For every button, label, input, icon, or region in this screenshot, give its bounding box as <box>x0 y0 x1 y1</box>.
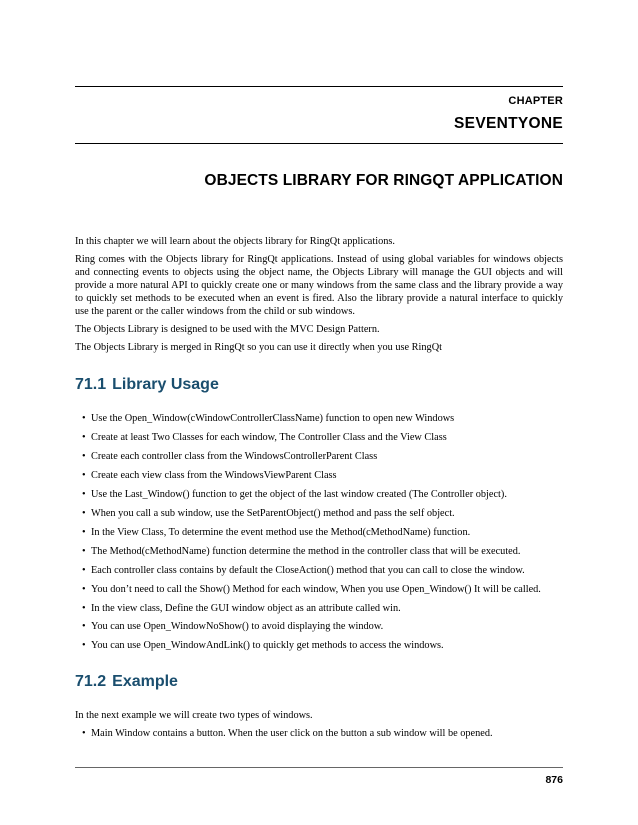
list-item-text: Create at least Two Classes for each window, The Controller Class and the View Class <box>91 431 447 443</box>
list-item-text: When you call a sub window, use the SetParentObject() method and pass the self object. <box>91 507 455 519</box>
list-item <box>75 470 563 483</box>
bullet-glyph: • <box>82 640 86 652</box>
list-item-text: Main Window contains a button. When the user click on the button a sub window will be opened. <box>91 728 493 739</box>
bullet-glyph: • <box>82 450 86 462</box>
list-item <box>75 728 563 741</box>
chapter-title: OBJECTS LIBRARY FOR RINGQT APPLICATION <box>204 172 563 189</box>
list-item <box>75 546 563 559</box>
chapter-label: CHAPTER <box>508 95 563 107</box>
bullet-glyph: • <box>82 564 86 576</box>
bullet-glyph: • <box>82 621 86 633</box>
section-heading-example <box>75 673 178 691</box>
header-rule-bottom <box>75 143 563 144</box>
list-item-text: The Method(cMethodName) function determine the method in the controller class that will be executed. <box>91 545 521 557</box>
list-item <box>75 451 563 464</box>
list-item-text: Use the Open_Window(cWindowControllerClassName) function to open new Windows <box>91 413 455 424</box>
example-intro: In the next example we will create two types of windows. <box>75 710 313 721</box>
example-list <box>75 728 563 747</box>
list-item <box>75 508 563 521</box>
bullet-glyph: • <box>82 413 86 424</box>
footer-rule <box>75 767 563 768</box>
section-heading-library-usage <box>75 376 219 394</box>
list-item-text: Create each view class from the WindowsViewParent Class <box>91 469 337 481</box>
bullet-glyph: • <box>82 728 86 739</box>
section-number: 71.2 <box>75 673 107 690</box>
bullet-glyph: • <box>82 469 86 481</box>
intro-paragraph-4: The Objects Library is merged in RingQt so you can use it directly when you use RingQt <box>75 342 442 353</box>
list-item <box>75 527 563 540</box>
bullet-glyph: • <box>82 488 86 500</box>
section-number: 71.1 <box>75 376 107 393</box>
list-item <box>75 640 563 653</box>
section-title-text: Library Usage <box>112 376 219 393</box>
list-item <box>75 603 563 616</box>
list-item-text: Each controller class contains by default the CloseAction() method that you can call to close the window. <box>91 564 525 576</box>
intro-paragraph-1: In this chapter we will learn about the objects library for RingQt applications. <box>75 236 395 247</box>
list-item <box>75 489 563 502</box>
bullet-glyph: • <box>82 431 86 443</box>
list-item <box>75 413 563 426</box>
list-item-text: You can use Open_WindowNoShow() to avoid displaying the window. <box>91 621 384 633</box>
list-item-text: In the View Class, To determine the event method use the Method(cMethodName) function. <box>91 526 471 538</box>
intro-paragraph-3: The Objects Library is designed to be used with the MVC Design Pattern. <box>75 324 380 335</box>
bullet-glyph: • <box>82 526 86 538</box>
list-item-text: In the view class, Define the GUI window object as an attribute called win. <box>91 602 401 614</box>
list-item <box>75 584 563 597</box>
list-item-text: You don’t need to call the Show() Method for each window, When you use Open_Window() It will be called. <box>91 583 541 595</box>
list-item-text: You can use Open_WindowAndLink() to quickly get methods to access the windows. <box>91 640 444 652</box>
bullet-glyph: • <box>82 507 86 519</box>
page-number: 876 <box>545 774 563 786</box>
list-item-text: Use the Last_Window() function to get the object of the last window created (The Controller object). <box>91 488 507 500</box>
intro-paragraph-2: Ring comes with the Objects library for RingQt applications. Instead of using global variables for windows objects and connecting events to objects using the object name, the Objects Library will manage the GUI objects and will provide a more natural API to quickly create one or many windows from the same class and the library provide a way to quickly set methods to be executed when an event is fired. Also the library provide a natural interface to quickly use the parent or the caller windows from the child or sub windows. <box>75 254 563 317</box>
list-item-text: Create each controller class from the WindowsControllerParent Class <box>91 450 378 462</box>
list-item <box>75 621 563 634</box>
bullet-glyph: • <box>82 545 86 557</box>
chapter-name: SEVENTYONE <box>454 115 563 132</box>
section-title-text: Example <box>112 673 178 690</box>
list-item <box>75 565 563 578</box>
list-item <box>75 432 563 445</box>
library-usage-list <box>75 413 563 659</box>
bullet-glyph: • <box>82 602 86 614</box>
header-rule-top <box>75 86 563 87</box>
bullet-glyph: • <box>82 583 86 595</box>
